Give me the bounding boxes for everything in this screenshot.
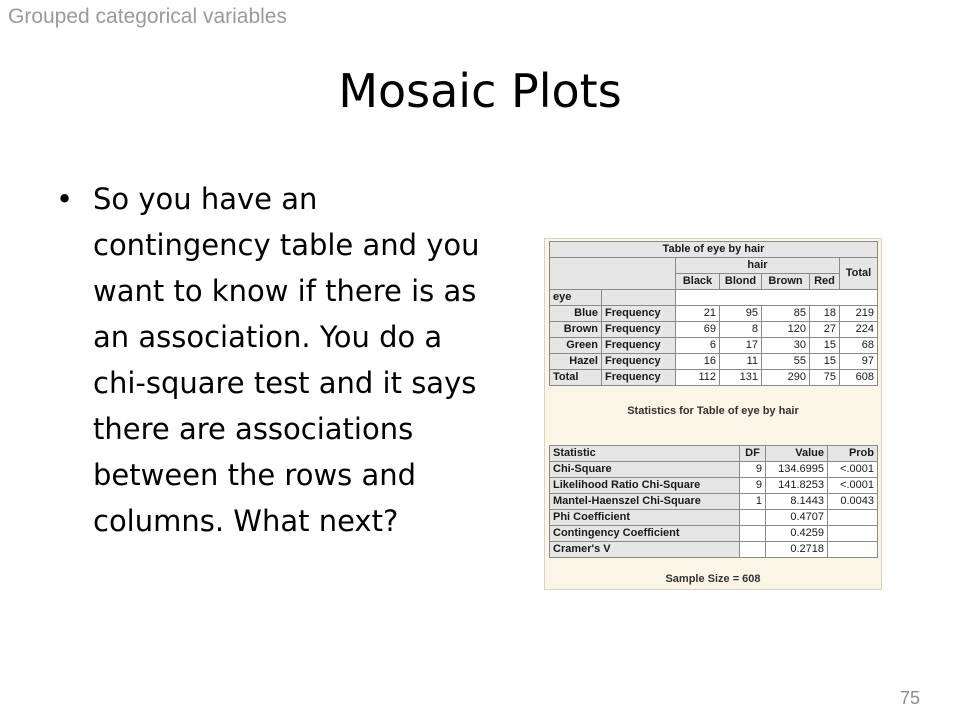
prob-cell: <.0001 — [828, 462, 878, 478]
header-note: Grouped categorical variables — [8, 5, 287, 28]
stat-label: Frequency — [602, 370, 676, 386]
table-cell: 112 — [676, 370, 720, 386]
prob-cell — [828, 542, 878, 558]
table-row — [550, 494, 878, 510]
row-total: 97 — [840, 354, 878, 370]
column-header: Statistic — [550, 446, 740, 462]
statistic-name: Mantel-Haenszel Chi-Square — [550, 494, 740, 510]
row-label: Brown — [550, 322, 602, 338]
prob-cell: <.0001 — [828, 478, 878, 494]
table-cell: 55 — [762, 354, 810, 370]
table-cell: 15 — [810, 354, 840, 370]
value-cell: 0.2718 — [766, 542, 828, 558]
stats-caption: Statistics for Table of eye by hair — [627, 405, 799, 417]
frequency-table-title: Table of eye by hair — [550, 242, 878, 258]
table-cell: 27 — [810, 322, 840, 338]
table-row — [550, 322, 878, 338]
column-header: Black — [676, 274, 720, 290]
row-label: Total — [550, 370, 602, 386]
value-cell: 0.4259 — [766, 526, 828, 542]
stat-label: Frequency — [602, 322, 676, 338]
grand-total: 608 — [840, 370, 878, 386]
table-cell: 16 — [676, 354, 720, 370]
table-cell: 85 — [762, 306, 810, 322]
statistic-name: Phi Coefficient — [550, 510, 740, 526]
prob-cell — [828, 510, 878, 526]
row-label: Green — [550, 338, 602, 354]
row-total: 224 — [840, 322, 878, 338]
column-header: Blond — [720, 274, 762, 290]
corner-cell — [550, 258, 676, 290]
prob-cell: 0.0043 — [828, 494, 878, 510]
column-header: Brown — [762, 274, 810, 290]
row-label: Blue — [550, 306, 602, 322]
statistic-name: Cramer's V — [550, 542, 740, 558]
statistic-name: Likelihood Ratio Chi-Square — [550, 478, 740, 494]
total-column-header: Total — [840, 258, 878, 290]
stat-label: Frequency — [602, 354, 676, 370]
df-cell — [740, 526, 766, 542]
column-header: Value — [766, 446, 828, 462]
table-cell: 18 — [810, 306, 840, 322]
slide-title: Mosaic Plots — [338, 64, 622, 118]
df-cell — [740, 510, 766, 526]
value-cell: 0.4707 — [766, 510, 828, 526]
table-row — [550, 462, 878, 478]
table-cell: 290 — [762, 370, 810, 386]
prob-cell — [828, 526, 878, 542]
blank-cell — [676, 290, 878, 306]
statistic-name: Chi-Square — [550, 462, 740, 478]
frequency-table — [549, 241, 878, 386]
table-cell: 131 — [720, 370, 762, 386]
stat-label: Frequency — [602, 306, 676, 322]
table-cell: 95 — [720, 306, 762, 322]
table-cell: 15 — [810, 338, 840, 354]
df-cell: 1 — [740, 494, 766, 510]
df-cell: 9 — [740, 478, 766, 494]
value-cell: 141.8253 — [766, 478, 828, 494]
column-header: Red — [810, 274, 840, 290]
sample-size: Sample Size = 608 — [665, 573, 761, 585]
table-cell: 6 — [676, 338, 720, 354]
header-spacer — [602, 290, 676, 306]
column-header: Prob — [828, 446, 878, 462]
table-row — [550, 306, 878, 322]
table-cell: 30 — [762, 338, 810, 354]
stat-label: Frequency — [602, 338, 676, 354]
table-row — [550, 354, 878, 370]
df-cell: 9 — [740, 462, 766, 478]
table-cell: 17 — [720, 338, 762, 354]
table-row — [550, 510, 878, 526]
page-number: 75 — [899, 688, 920, 708]
statistics-table — [549, 445, 878, 558]
value-cell: 134.6995 — [766, 462, 828, 478]
table-row — [550, 338, 878, 354]
row-total: 219 — [840, 306, 878, 322]
bullet-icon: • — [56, 182, 74, 216]
table-cell: 69 — [676, 322, 720, 338]
table-cell: 75 — [810, 370, 840, 386]
sas-output-panel — [544, 238, 882, 590]
value-cell: 8.1443 — [766, 494, 828, 510]
statistic-name: Contingency Coefficient — [550, 526, 740, 542]
table-cell: 8 — [720, 322, 762, 338]
row-variable-label: eye — [550, 290, 602, 306]
df-cell — [740, 542, 766, 558]
row-total: 68 — [840, 338, 878, 354]
table-cell: 21 — [676, 306, 720, 322]
table-row — [550, 478, 878, 494]
bullet-text: So you have an contingency table and you want to know if there is as an association. You do a chi-square test and it says there are associations between the rows and columns. What next? — [93, 182, 480, 538]
row-label: Hazel — [550, 354, 602, 370]
column-variable-label: hair — [676, 258, 840, 274]
table-cell: 11 — [720, 354, 762, 370]
column-header: DF — [740, 446, 766, 462]
table-cell: 120 — [762, 322, 810, 338]
total-row — [550, 370, 878, 386]
bullet-point — [56, 176, 496, 544]
table-row — [550, 526, 878, 542]
table-row — [550, 542, 878, 558]
